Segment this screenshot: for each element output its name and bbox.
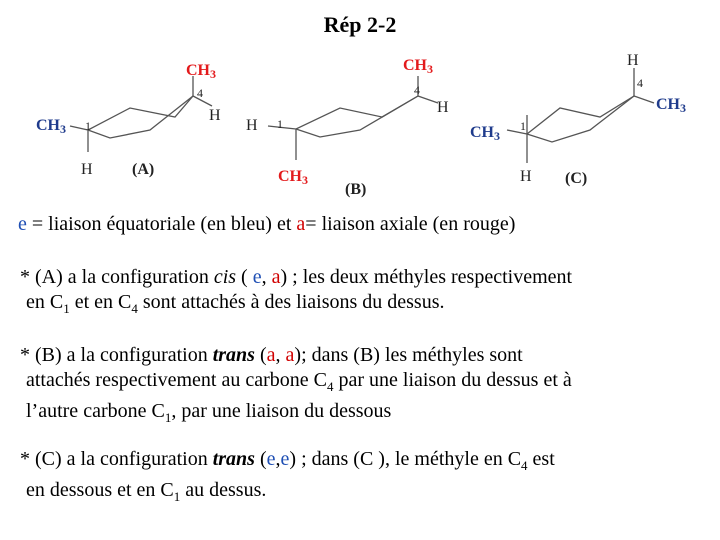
legend-a: a	[296, 213, 306, 235]
para-a-comma: ,	[261, 266, 272, 288]
b-h-right: H	[437, 99, 449, 116]
para-b-line3: l’autre carbone $C_1$, par une liaison du dessous	[26, 400, 392, 425]
c-h-bottom: H	[520, 168, 532, 185]
para-b-a1: a	[266, 344, 276, 366]
para-a-line2: en $C_1$ et en $C_4$ sont attachés à des liaisons du dessus.	[26, 291, 445, 316]
para-c-e2: e	[280, 448, 290, 470]
para-b-line2: attachés respectivement au carbone $C_4$ par une liaison du dessus et à	[26, 369, 572, 394]
a-ch3-axial: CH3	[186, 62, 216, 81]
para-b-trans: trans	[212, 344, 255, 366]
c-num4: 4	[637, 76, 643, 90]
bond-legend	[18, 213, 515, 236]
para-c-line2: en dessous et en $C_1$ au dessus.	[26, 479, 267, 504]
para-a-rest: ) ; les deux méthyles respectivement	[280, 266, 573, 288]
para-c-intro: * (C) a la configuration	[20, 448, 213, 470]
para-c-rest: ) ; dans (C ), le méthyle en C	[289, 448, 522, 470]
a-label: (A)	[132, 161, 155, 178]
paragraph-a	[20, 265, 572, 321]
b-ch3-top: CH3	[403, 57, 433, 76]
para-c-e1: e	[266, 448, 276, 470]
para-c-comma: ,	[275, 448, 281, 470]
cyclohexane-structures	[0, 0, 720, 200]
page-title: Rép 2-2	[323, 12, 397, 37]
para-b-a2: a	[285, 344, 295, 366]
para-c-end: est	[527, 448, 555, 470]
para-a-e: e	[252, 266, 262, 288]
structure-c	[507, 68, 654, 163]
structure-b	[268, 76, 438, 160]
a-ch3-equatorial: CH3	[36, 117, 66, 136]
b-h-left: H	[246, 117, 258, 134]
c-h-top: H	[627, 52, 639, 69]
a-h-up: H	[209, 107, 221, 124]
para-a-open: (	[236, 266, 253, 288]
b-num1: 1	[277, 117, 283, 131]
para-b-rest: ); dans (B) les méthyles sont	[294, 344, 523, 366]
c-ch3-left: CH3	[470, 124, 500, 143]
para-c-open: (	[254, 448, 267, 470]
a-num4: 4	[197, 86, 203, 100]
c-ch3-right: CH3	[656, 96, 686, 115]
structure-a	[70, 76, 212, 152]
para-c-sub4: 4	[521, 458, 528, 473]
para-b-open: (	[254, 344, 267, 366]
para-a-cis: cis	[213, 266, 237, 288]
para-b-comma: ,	[275, 344, 286, 366]
b-ch3-bottom: CH3	[278, 168, 308, 187]
legend-a-text: = liaison axiale (en rouge)	[305, 213, 516, 235]
c-num1: 1	[520, 119, 526, 133]
para-a-intro: * (A) a la configuration	[20, 266, 214, 288]
para-a-a: a	[271, 266, 281, 288]
para-c-trans: trans	[212, 448, 255, 470]
paragraph-b	[20, 343, 572, 430]
a-h-down: H	[81, 161, 93, 178]
legend-e-text: = liaison équatoriale (en bleu) et	[26, 213, 297, 235]
para-b-intro: * (B) a la configuration	[20, 344, 213, 366]
c-label: (C)	[565, 170, 588, 187]
b-num4: 4	[414, 83, 420, 97]
b-label: (B)	[345, 181, 367, 198]
legend-e: e	[18, 213, 27, 235]
paragraph-c	[20, 447, 555, 509]
a-num1: 1	[85, 119, 91, 133]
